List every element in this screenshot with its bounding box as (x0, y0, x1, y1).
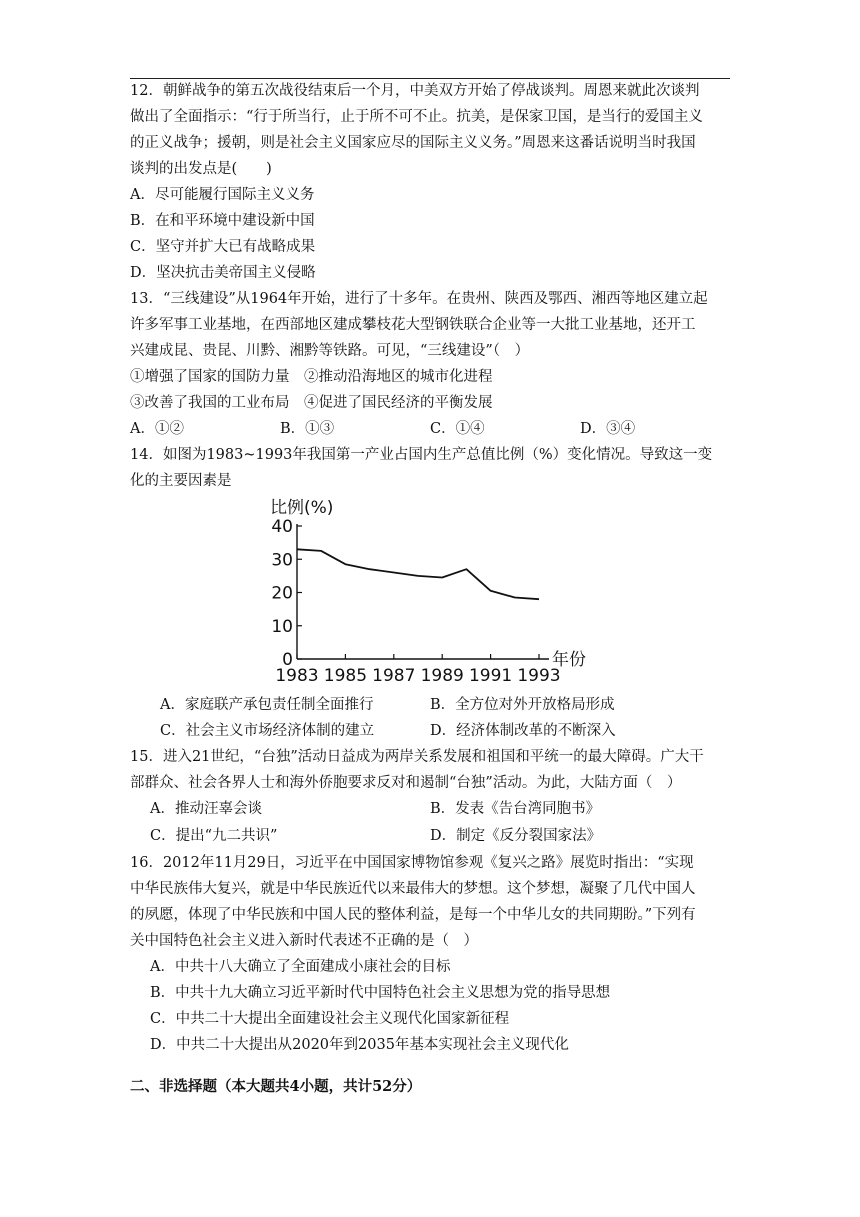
q13-item-line-1: ①增强了国家的国防力量 ②推动沿海地区的城市化进程 (130, 369, 493, 385)
q14-option-a: A．家庭联产承包责任制全面推行 (160, 697, 374, 713)
q15-option-b: B．发表《告台湾同胞书》 (430, 801, 601, 817)
q12-stem-line-4: 谈判的出发点是( ) (130, 161, 272, 177)
q13-option-b: B．①③ (280, 421, 335, 437)
q13-stem-line-2: 许多军事工业基地，在西部地区建成攀枝花大型钢铁联合企业等一大批工业基地，还开工 (130, 317, 696, 333)
y-axis-label: 比例(%) (270, 498, 334, 518)
q16-stem-line-2: 中华民族伟大复兴，就是中华民族近代以来最伟大的梦想。这个梦想，凝聚了几代中国人 (130, 881, 696, 897)
q15-option-a: A．推动汪辜会谈 (150, 801, 262, 817)
q16-stem-line-3: 的夙愿，体现了中华民族和中国人民的整体利益，是每一个中华儿女的共同期盼。”下列有 (130, 907, 696, 923)
y-tick-label: 20 (271, 583, 293, 604)
q13-option-d: D．③④ (580, 421, 636, 437)
y-tick-label: 30 (271, 550, 293, 571)
q14-stem-line-2: 化的主要因素是 (130, 473, 232, 489)
q12-option-a: A．尽可能履行国际主义义务 (130, 187, 315, 203)
q12-stem-line-2: 做出了全面指示：“行于所当行，止于所不可不止。抗美，是保家卫国，是当行的爱国主义 (130, 109, 703, 125)
q15-option-c: C．提出“九二共识” (150, 828, 278, 844)
x-tick-label: 1987 (372, 666, 416, 686)
q13-option-a: A．①② (130, 421, 184, 437)
q12-stem-line-1: 12．朝鲜战争的第五次战役结束后一个月，中美双方开始了停战谈判。周恩来就此次谈判 (130, 83, 700, 99)
section-2-title: 二、非选择题（本大题共4小题，共计52分） (130, 1078, 422, 1095)
q14-stem-line-1: 14．如图为1983~1993年我国第一产业占国内生产总值比例（%）变化情况。导致这一变 (130, 447, 713, 463)
q16-option-a: A．中共十八大确立了全面建成小康社会的目标 (150, 959, 451, 975)
primary-industry-share-chart (262, 492, 602, 692)
q12-option-b: B．在和平环境中建设新中国 (130, 213, 315, 229)
header-rule (130, 78, 730, 79)
q16-option-d: D．中共二十大提出从2020年到2035年基本实现社会主义现代化 (150, 1037, 569, 1053)
q16-option-b: B．中共十九大确立习近平新时代中国特色社会主义思想为党的指导思想 (150, 985, 611, 1001)
q15-stem-line-1: 15．进入21世纪，“台独”活动日益成为两岸关系发展和祖国和平统一的最大障碍。广大干 (130, 749, 704, 765)
q16-option-c: C．中共二十大提出全面建设社会主义现代化国家新征程 (150, 1011, 510, 1027)
q13-item-line-2: ③改善了我国的工业布局 ④促进了国民经济的平衡发展 (130, 395, 493, 411)
x-tick-label: 1983 (275, 666, 319, 686)
q14-option-c: C．社会主义市场经济体制的建立 (160, 723, 375, 739)
y-tick-label: 10 (271, 616, 293, 637)
q14-option-b: B．全方位对外开放格局形成 (430, 697, 615, 713)
x-tick-label: 1989 (420, 666, 464, 686)
q13-stem-line-3: 兴建成昆、贵昆、川黔、湘黔等铁路。可见，“三线建设”（ ） (130, 343, 530, 359)
q16-stem-line-1: 16．2012年11月29日，习近平在中国国家博物馆参观《复兴之路》展览时指出：“实现 (130, 855, 694, 871)
q12-stem-line-3: 的正义战争；援朝，则是社会主义国家应尽的国际主义义务。”周恩来这番话说明当时我国 (130, 135, 696, 151)
y-tick-label: 40 (271, 517, 293, 537)
x-axis-label: 年份 (552, 650, 586, 670)
q15-stem-line-2: 部群众、社会各界人士和海外侨胞要求反对和遏制“台独”活动。为此，大陆方面（ ） (130, 775, 682, 791)
series-line (297, 549, 539, 599)
q12-option-c: C．坚守并扩大已有战略成果 (130, 239, 316, 255)
y-tick-label: 0 (282, 650, 293, 670)
x-tick-label: 1991 (468, 666, 513, 686)
q14-option-d: D．经济体制改革的不断深入 (430, 723, 616, 739)
q15-option-d: D．制定《反分裂国家法》 (430, 828, 602, 844)
x-tick-label: 1993 (517, 666, 561, 686)
q13-stem-line-1: 13．“三线建设”从1964年开始，进行了十多年。在贵州、陕西及鄂西、湘西等地区建立起 (130, 291, 708, 307)
q13-option-c: C．①④ (430, 421, 485, 437)
q12-option-d: D．坚决抗击美帝国主义侵略 (130, 265, 316, 281)
q16-stem-line-4: 关中国特色社会主义进入新时代表述不正确的是（ ） (130, 933, 478, 949)
x-tick-label: 1985 (323, 666, 368, 686)
